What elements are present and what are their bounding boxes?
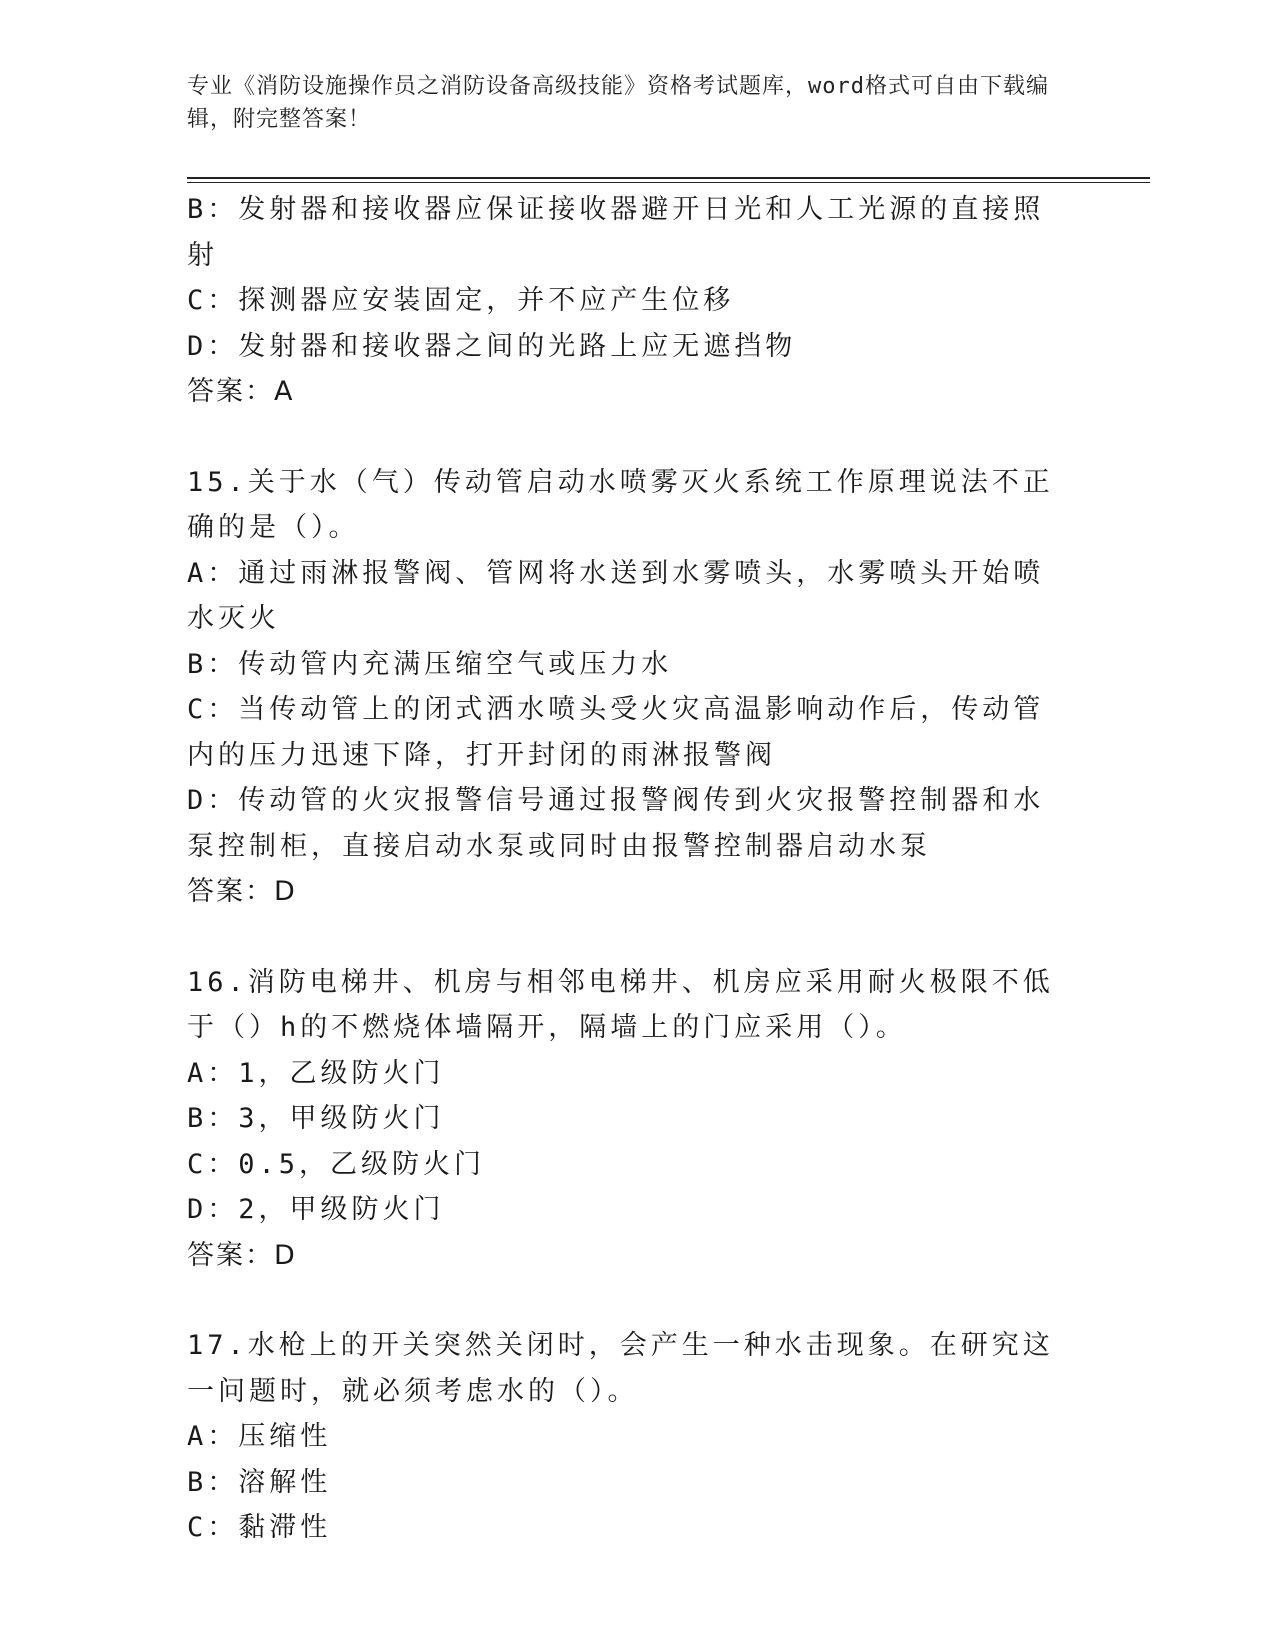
option-d: D：2，甲级防火门 xyxy=(187,1194,445,1225)
question-17 xyxy=(187,1323,1067,1551)
option-b: B：溶解性 xyxy=(187,1466,332,1498)
question-spacer xyxy=(187,1278,1067,1323)
answer-line: 答案：D xyxy=(187,876,297,907)
option-a: A：通过雨淋报警阀、管网将水送到水雾喷头，水雾喷头开始喷水灭火 xyxy=(187,557,1045,634)
question-list xyxy=(187,187,1067,1551)
answer-line: 答案：A xyxy=(187,376,295,407)
option-b: B：传动管内充满压缩空气或压力水 xyxy=(187,648,673,680)
option-b: B：发射器和接收器应保证接收器避开日光和人工光源的直接照射 xyxy=(187,194,1045,271)
header-divider-thick xyxy=(187,177,1150,179)
question-stem: 15.关于水（气）传动管启动水喷雾灭火系统工作原理说法不正确的是（）。 xyxy=(187,466,1054,543)
option-c: C：当传动管上的闭式洒水喷头受火灾高温影响动作后，传动管内的压力迅速下降，打开封闭的雨淋报警阀 xyxy=(187,694,1045,771)
option-a: A：压缩性 xyxy=(187,1421,332,1452)
option-d: D：发射器和接收器之间的光路上应无遮挡物 xyxy=(187,330,797,362)
question-spacer xyxy=(187,915,1067,960)
question-16 xyxy=(187,960,1067,1279)
option-c: C：黏滞性 xyxy=(187,1512,332,1543)
option-c: C：0.5，乙级防火门 xyxy=(187,1148,486,1180)
document-header-intro: 专业《消防设施操作员之消防设备高级技能》资格考试题库，word格式可自由下载编辑，附完整答案！ xyxy=(187,74,1049,132)
answer-line: 答案：D xyxy=(187,1239,297,1271)
question-spacer xyxy=(187,415,1067,460)
option-d: D：传动管的火灾报警信号通过报警阀传到火灾报警控制器和水泵控制柜，直接启动水泵或同时由报警控制器启动水泵 xyxy=(187,785,1045,862)
question-stem: 16.消防电梯井、机房与相邻电梯井、机房应采用耐火极限不低于（）h的不燃烧体墙隔开，隔墙上的门应采用（）。 xyxy=(187,966,1054,1043)
question-15 xyxy=(187,460,1067,915)
question-14-continued xyxy=(187,187,1067,415)
option-b: B：3，甲级防火门 xyxy=(187,1103,445,1134)
header-divider-thin xyxy=(187,182,1150,183)
question-stem: 17.水枪上的开关突然关闭时，会产生一种水击现象。在研究这一问题时，就必须考虑水的（）。 xyxy=(187,1330,1054,1407)
option-a: A：1，乙级防火门 xyxy=(187,1057,445,1089)
option-c: C：探测器应安装固定，并不应产生位移 xyxy=(187,285,735,316)
